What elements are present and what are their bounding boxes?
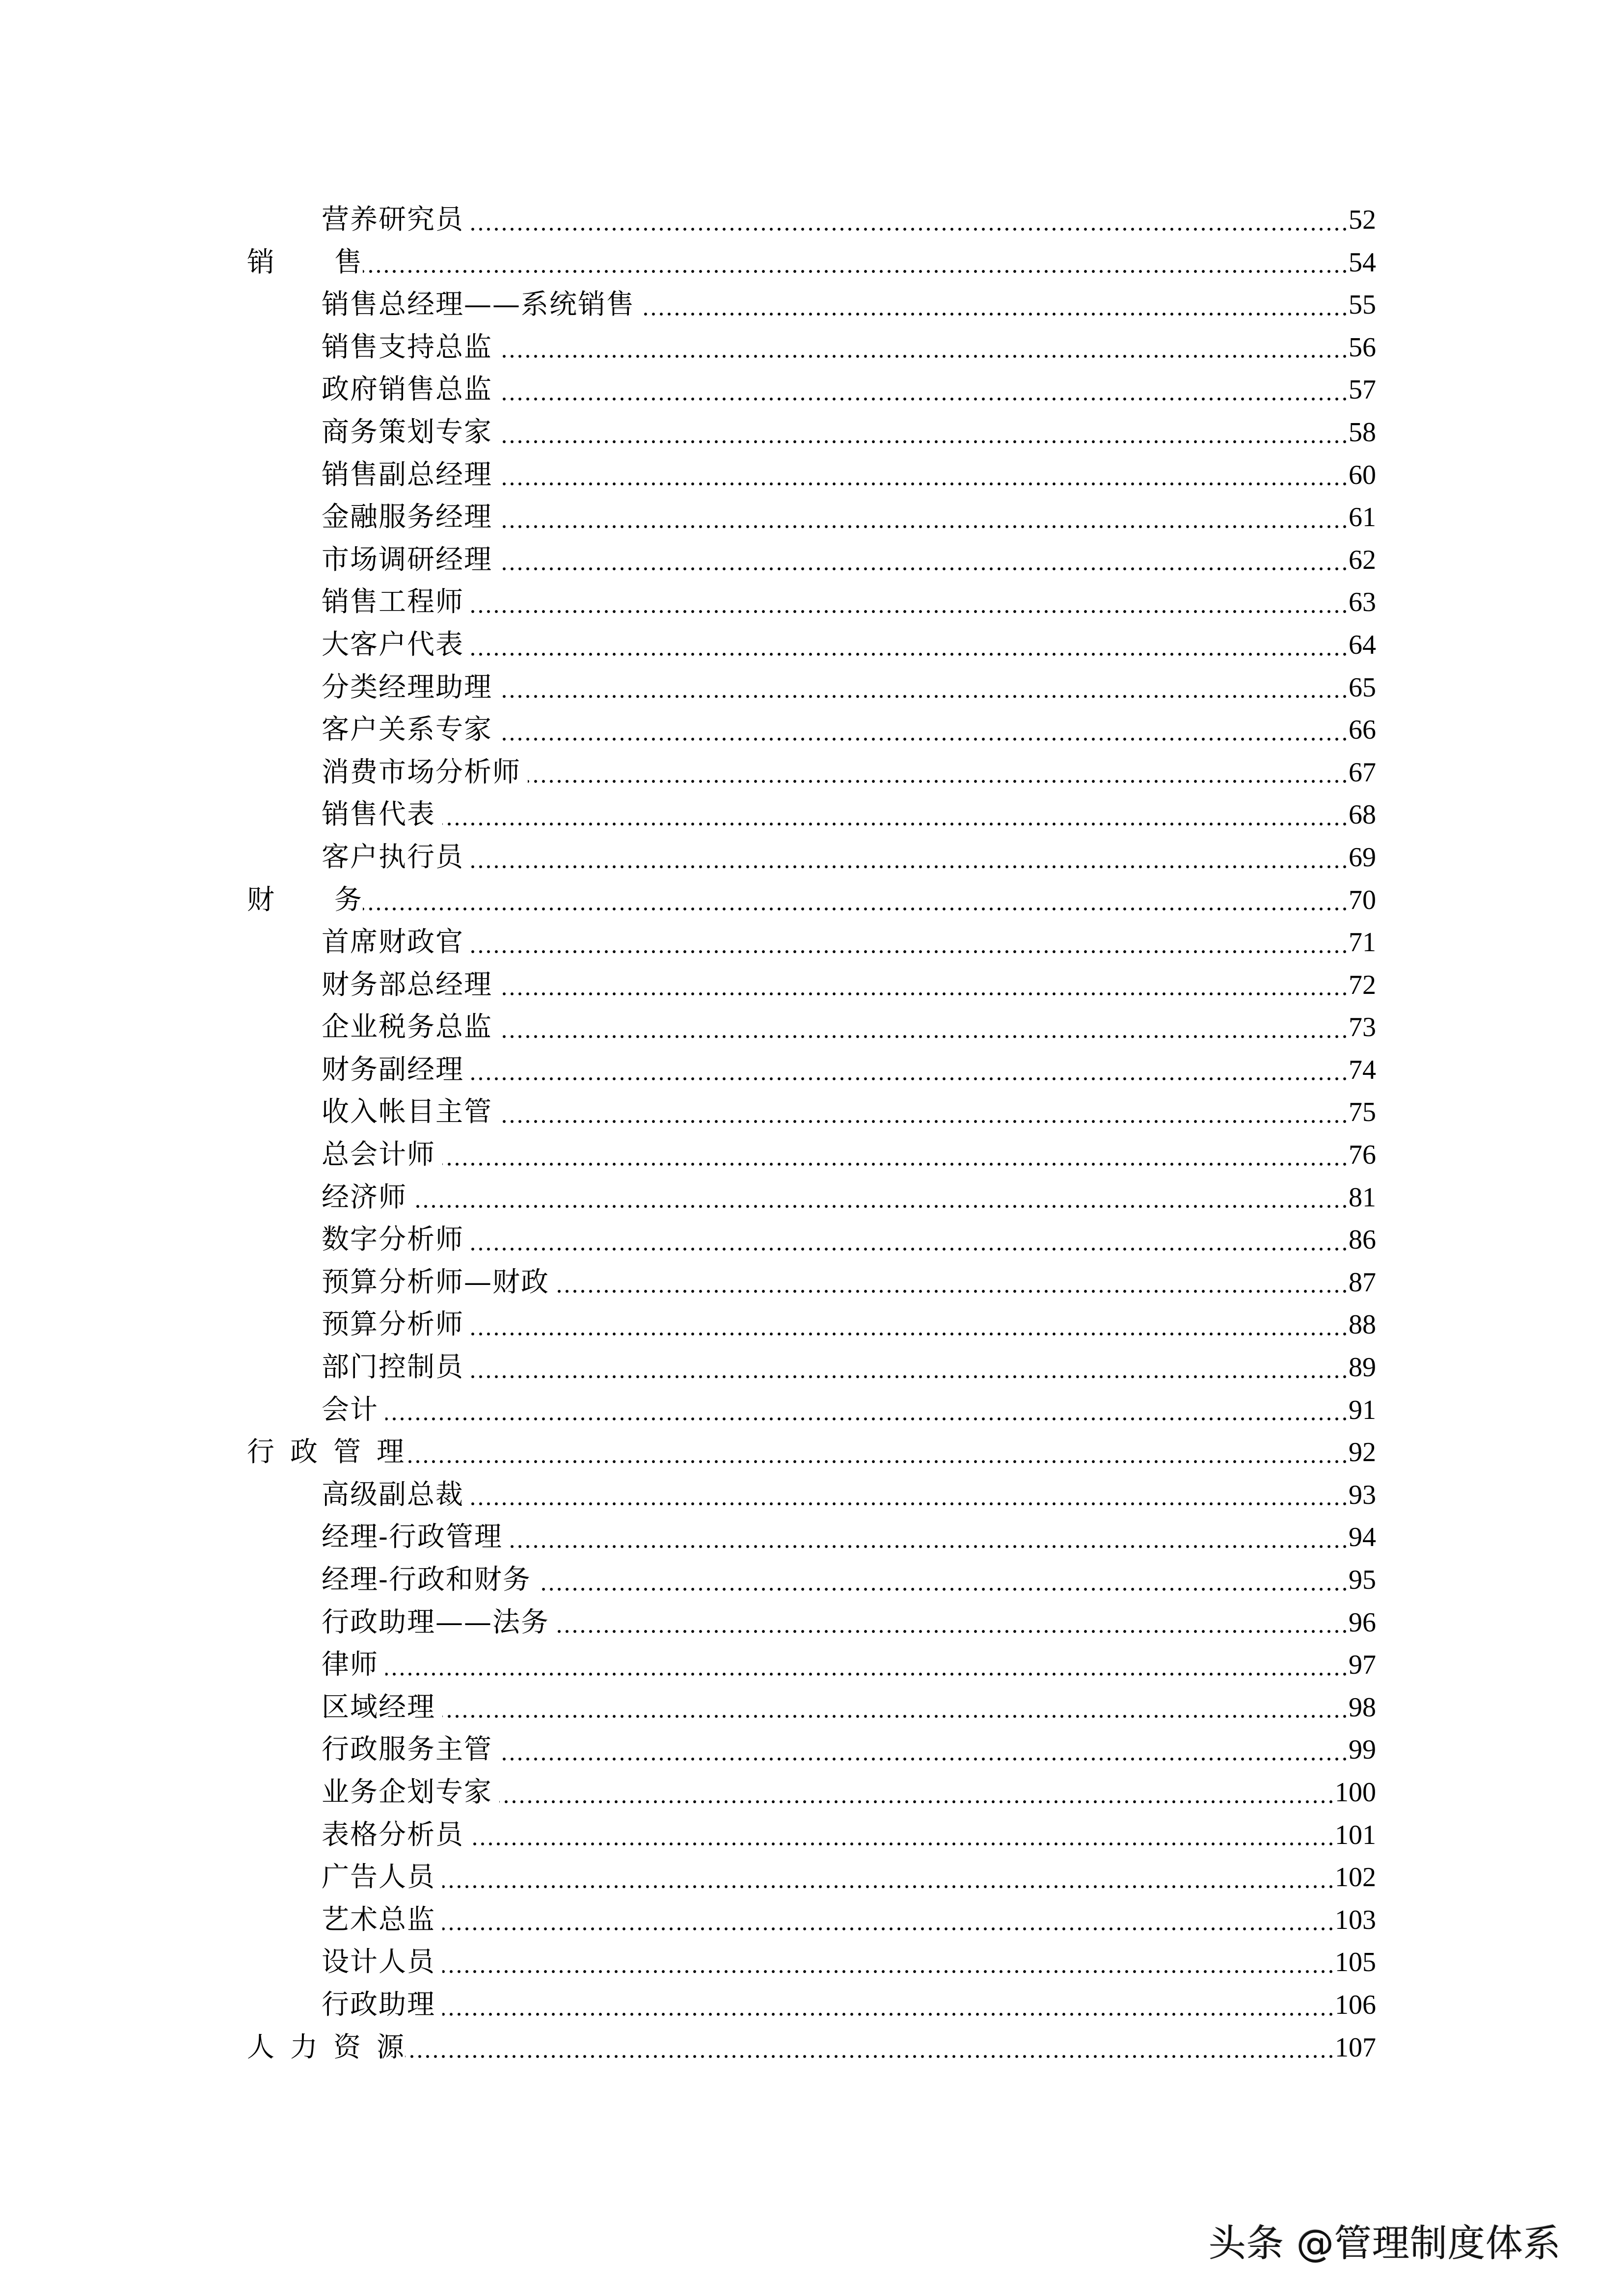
toc-section-title: [247, 2027, 405, 2069]
toc-entry[interactable]: [247, 1516, 1376, 1559]
toc-entry[interactable]: [247, 751, 1376, 794]
dot-leader: [471, 1346, 1349, 1389]
toc-page-number: 70: [1349, 884, 1376, 915]
toc-page-number: 61: [1349, 502, 1376, 533]
toc-page-number: 58: [1349, 417, 1376, 448]
toc-entry[interactable]: [247, 369, 1376, 411]
toc-page-number: 103: [1335, 1904, 1376, 1935]
toc-page-number: 64: [1349, 629, 1376, 660]
dot-leader: [442, 794, 1349, 836]
toc-entry-title: 广告人员: [322, 1861, 435, 1894]
toc-section-char: 销: [247, 246, 275, 278]
toc-section-title: [247, 241, 363, 284]
dot-leader: [499, 1729, 1349, 1771]
toc-entry[interactable]: [247, 539, 1376, 582]
dot-leader: [471, 1219, 1349, 1261]
dot-leader: [556, 1261, 1349, 1304]
toc-page-number: 72: [1349, 969, 1376, 1000]
toc-entry[interactable]: [247, 1559, 1376, 1602]
toc-entry[interactable]: [247, 284, 1376, 326]
toc-entry[interactable]: [247, 1686, 1376, 1729]
toc-page-number: 65: [1349, 672, 1376, 703]
dot-leader: [414, 1176, 1349, 1219]
toc-entry-title: 客户关系专家: [322, 714, 492, 746]
dot-leader: [528, 751, 1349, 794]
toc-page-number: 54: [1349, 247, 1376, 278]
toc-entry-title: 经理-行政和财务: [322, 1564, 531, 1596]
toc-entry[interactable]: [247, 1644, 1376, 1686]
toc-entry[interactable]: [247, 794, 1376, 836]
toc-section-char: 理: [377, 1436, 405, 1468]
toc-page-number: 74: [1349, 1054, 1376, 1085]
dot-leader: [442, 1856, 1335, 1899]
toc-entry[interactable]: [247, 199, 1376, 241]
toc-page-number: 99: [1349, 1735, 1376, 1765]
toc-entry[interactable]: [247, 1474, 1376, 1517]
dot-leader: [385, 1644, 1349, 1686]
toc-section-title: [247, 1431, 405, 1474]
toc-entry[interactable]: [247, 1389, 1376, 1432]
toc-page-number: 73: [1349, 1012, 1376, 1043]
toc-entry[interactable]: [247, 1049, 1376, 1092]
toc-entry-title: 高级副总裁: [322, 1478, 464, 1511]
toc-section-char: 务: [334, 883, 363, 916]
toc-entry-title: 会计: [322, 1393, 379, 1426]
dot-leader: [499, 369, 1349, 411]
dot-leader: [499, 1006, 1349, 1049]
toc-page-number: 66: [1349, 715, 1376, 746]
toc-entry[interactable]: [247, 1941, 1376, 1984]
toc-entry[interactable]: [247, 1091, 1376, 1134]
toc-entry[interactable]: [247, 1006, 1376, 1049]
toc-section-char: 财: [247, 883, 275, 916]
dot-leader: [499, 496, 1349, 539]
toc-page-number: 75: [1349, 1097, 1376, 1128]
toc-entry[interactable]: [247, 624, 1376, 667]
toc-entry-title: 市场调研经理: [322, 543, 492, 576]
toc-entry-title: 分类经理助理: [322, 671, 492, 703]
toc-page-number: 68: [1349, 800, 1376, 830]
toc-page-number: 91: [1349, 1394, 1376, 1425]
toc-entry-title: 表格分析员: [322, 1818, 464, 1851]
dot-leader: [499, 709, 1349, 751]
toc-page-number: 94: [1349, 1522, 1376, 1553]
toc-entry[interactable]: [247, 1176, 1376, 1219]
toc-entry[interactable]: [247, 1219, 1376, 1261]
toc-entry-title: 首席财政官: [322, 926, 464, 959]
toc-entry[interactable]: [247, 1771, 1376, 1814]
toc-page-number: 107: [1335, 2032, 1376, 2063]
dot-leader: [471, 581, 1349, 624]
toc-entry-title: 业务企划专家: [322, 1776, 492, 1808]
toc-entry-title: 艺术总监: [322, 1903, 435, 1936]
watermark: 头条 @管理制度体系: [1209, 2221, 1562, 2265]
toc-page-number: 62: [1349, 544, 1376, 575]
toc-page-number: 87: [1349, 1267, 1376, 1298]
dot-leader: [642, 284, 1349, 326]
toc-page-number: 93: [1349, 1479, 1376, 1510]
toc-section-char: 人: [247, 2031, 275, 2063]
toc-section-char: 资: [333, 2031, 362, 2063]
toc-entry[interactable]: [247, 1814, 1376, 1857]
toc-entry[interactable]: [247, 411, 1376, 454]
toc-entry[interactable]: [247, 1602, 1376, 1644]
toc-page-number: 92: [1349, 1437, 1376, 1468]
dot-leader: [499, 454, 1349, 497]
toc-entry[interactable]: [247, 581, 1376, 624]
toc-entry-title: 行政助理: [322, 1988, 435, 2021]
toc-entry[interactable]: [247, 1304, 1376, 1346]
toc-entry[interactable]: [247, 921, 1376, 964]
toc-section-entry[interactable]: [247, 2027, 1376, 2069]
toc-entry-title: 行政助理——法务: [322, 1606, 549, 1638]
toc-entry-title: 区域经理: [322, 1691, 435, 1723]
dot-leader: [471, 1304, 1349, 1346]
toc-page-number: 105: [1335, 1947, 1376, 1978]
toc-entry-title: 预算分析师: [322, 1308, 464, 1341]
toc-entry-title: 经济师: [322, 1181, 407, 1213]
toc-entry[interactable]: [247, 709, 1376, 751]
toc-entry[interactable]: [247, 1856, 1376, 1899]
toc-entry-title: 部门控制员: [322, 1351, 464, 1384]
dot-leader: [471, 624, 1349, 667]
toc-entry-title: 大客户代表: [322, 628, 464, 661]
dot-leader: [471, 1474, 1349, 1517]
toc-page-number: 101: [1335, 1819, 1376, 1850]
toc-entry-title: 政府销售总监: [322, 374, 492, 406]
toc-entry-title: 销售代表: [322, 799, 435, 831]
toc-page-number: 106: [1335, 1989, 1376, 2020]
toc-page-number: 55: [1349, 290, 1376, 320]
toc-entry[interactable]: [247, 496, 1376, 539]
toc-entry[interactable]: [247, 1729, 1376, 1771]
toc-entry-title: 总会计师: [322, 1139, 435, 1171]
toc-entry-title: 数字分析师: [322, 1224, 464, 1256]
table-of-contents: [247, 199, 1376, 2069]
dot-leader: [471, 836, 1349, 879]
dot-leader: [499, 539, 1349, 582]
toc-entry-title: 设计人员: [322, 1946, 435, 1978]
toc-entry-title: 行政服务主管: [322, 1734, 492, 1766]
toc-entry[interactable]: [247, 454, 1376, 497]
toc-section-char: 行: [247, 1436, 275, 1468]
toc-entry-title: 商务策划专家: [322, 416, 492, 448]
dot-leader: [471, 199, 1349, 241]
toc-entry-title: 销售工程师: [322, 586, 464, 618]
dot-leader: [471, 1049, 1349, 1092]
dot-leader: [442, 1941, 1335, 1984]
toc-page-number: 97: [1349, 1650, 1376, 1681]
dot-leader: [556, 1602, 1349, 1644]
toc-section-title: [247, 879, 363, 922]
toc-page-number: 52: [1349, 205, 1376, 235]
toc-entry-title: 销售副总经理: [322, 458, 492, 491]
dot-leader: [442, 1899, 1335, 1942]
toc-entry[interactable]: [247, 964, 1376, 1007]
toc-section-entry[interactable]: [247, 241, 1376, 284]
toc-entry[interactable]: [247, 1261, 1376, 1304]
toc-section-entry[interactable]: [247, 1431, 1376, 1474]
toc-page-number: 89: [1349, 1352, 1376, 1383]
toc-section-char: 售: [334, 246, 363, 278]
toc-entry-title: 经理-行政管理: [322, 1521, 503, 1553]
toc-page-number: 81: [1349, 1182, 1376, 1213]
toc-entry-title: 收入帐目主管: [322, 1096, 492, 1128]
toc-page-number: 56: [1349, 332, 1376, 363]
dot-leader: [442, 1686, 1349, 1729]
toc-entry[interactable]: [247, 1899, 1376, 1942]
dot-leader: [499, 1091, 1349, 1134]
dot-leader: [471, 921, 1349, 964]
dot-leader: [405, 1431, 1349, 1474]
toc-page-number: 88: [1349, 1309, 1376, 1340]
dot-leader: [363, 879, 1349, 922]
toc-entry-title: 财务部总经理: [322, 968, 492, 1001]
toc-section-char: 力: [290, 2031, 319, 2063]
dot-leader: [510, 1516, 1349, 1559]
toc-page-number: 57: [1349, 374, 1376, 405]
toc-entry-title: 律师: [322, 1649, 379, 1681]
toc-entry[interactable]: [247, 1346, 1376, 1389]
dot-leader: [538, 1559, 1349, 1602]
dot-leader: [499, 1771, 1335, 1814]
toc-page-number: 96: [1349, 1607, 1376, 1638]
toc-section-char: 管: [333, 1436, 362, 1468]
toc-page-number: 67: [1349, 757, 1376, 788]
toc-page-number: 86: [1349, 1225, 1376, 1255]
toc-entry[interactable]: [247, 836, 1376, 879]
dot-leader: [385, 1389, 1349, 1432]
toc-page-number: 102: [1335, 1862, 1376, 1893]
toc-section-char: 政: [290, 1436, 319, 1468]
toc-page-number: 100: [1335, 1777, 1376, 1808]
toc-entry[interactable]: [247, 1134, 1376, 1176]
toc-page-number: 60: [1349, 459, 1376, 490]
toc-page-number: 95: [1349, 1565, 1376, 1595]
dot-leader: [499, 667, 1349, 709]
dot-leader: [499, 964, 1349, 1007]
toc-entry-title: 客户执行员: [322, 841, 464, 873]
toc-page-number: 76: [1349, 1140, 1376, 1171]
dot-leader: [363, 241, 1349, 284]
toc-section-char: 源: [377, 2031, 405, 2063]
toc-entry-title: 预算分析师—财政: [322, 1266, 549, 1298]
toc-entry-title: 消费市场分析师: [322, 756, 521, 788]
toc-section-entry[interactable]: [247, 879, 1376, 922]
toc-entry[interactable]: [247, 1984, 1376, 2027]
toc-entry-title: 财务副经理: [322, 1053, 464, 1086]
toc-entry-title: 企业税务总监: [322, 1011, 492, 1043]
dot-leader: [442, 1984, 1335, 2027]
dot-leader: [499, 411, 1349, 454]
toc-entry-title: 营养研究员: [322, 204, 464, 236]
toc-entry-title: 金融服务经理: [322, 501, 492, 534]
toc-entry-title: 销售支持总监: [322, 331, 492, 363]
toc-entry[interactable]: [247, 667, 1376, 709]
toc-page-number: 63: [1349, 587, 1376, 618]
dot-leader: [405, 2027, 1335, 2069]
toc-page-number: 71: [1349, 927, 1376, 958]
dot-leader: [471, 1814, 1335, 1857]
dot-leader: [442, 1134, 1349, 1176]
toc-entry[interactable]: [247, 326, 1376, 369]
toc-page-number: 69: [1349, 842, 1376, 873]
dot-leader: [499, 326, 1349, 369]
toc-entry-title: 销售总经理——系统销售: [322, 289, 635, 321]
toc-page-number: 98: [1349, 1692, 1376, 1723]
